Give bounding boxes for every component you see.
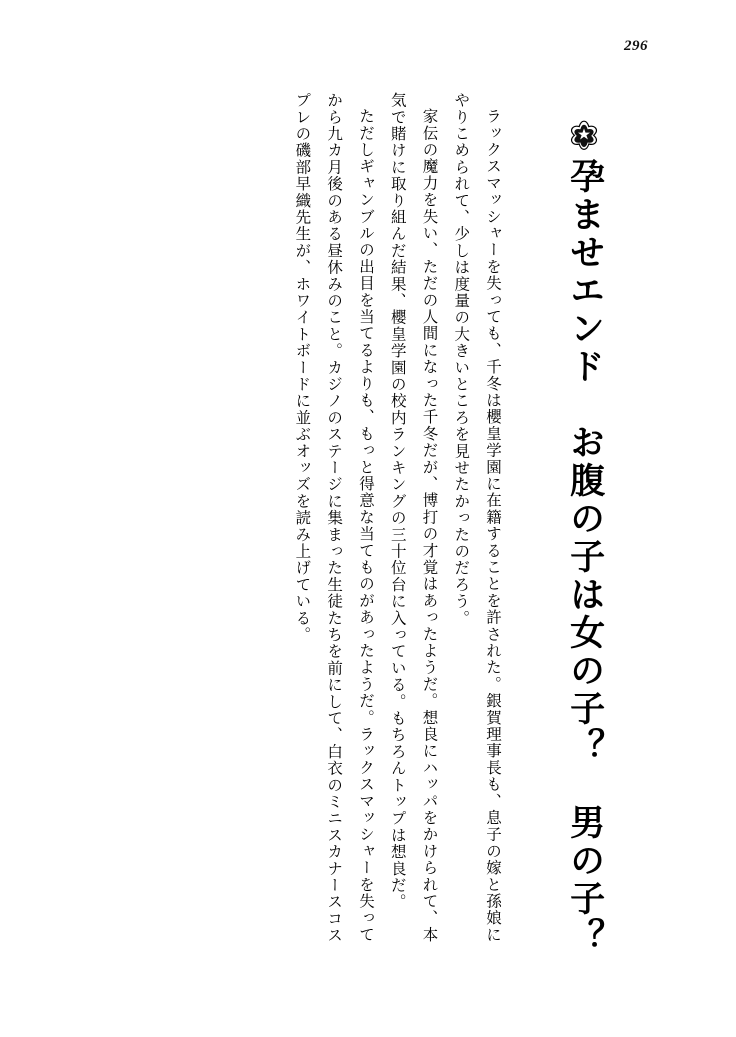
chapter-heading <box>524 86 644 956</box>
page-number: 296 <box>624 38 648 54</box>
paragraph: ラックスマッシャーを失っても、千冬は櫻皇学園に在籍することを許された。銀賀理事長も、息子の嫁と孫娘にやりこめられて、少しは度量の大きいところを見せたかったのだろう。 <box>452 92 502 943</box>
paragraph: ただしギャンブルの出目を当てるよりも、もっと得意な当てものがあったようだ。ラックスマッシャーを失ってから九カ月後のある昼休みのこと。カジノのステージに集まった生徒たちを前にして、白衣のミニスカナースコスプレの磯部早織先生が、ホワイトボードに並ぶオッズを読み上げている。 <box>293 92 375 944</box>
star-icon <box>538 120 630 150</box>
paragraph: 家伝の魔力を失い、ただの人間になった千冬だが、博打の才覚はあったようだ。想良にハッパをかけられて、本気で賭けに取り組んだ結果、櫻皇学園の校内ランキングの三十位台に入っている。もちろんトップは想良だ。 <box>388 92 439 943</box>
page-body <box>92 86 644 956</box>
chapter-title: 孕ませエンド お腹の子は女の子？ 男の子？ <box>564 158 605 956</box>
body-text <box>92 92 508 962</box>
